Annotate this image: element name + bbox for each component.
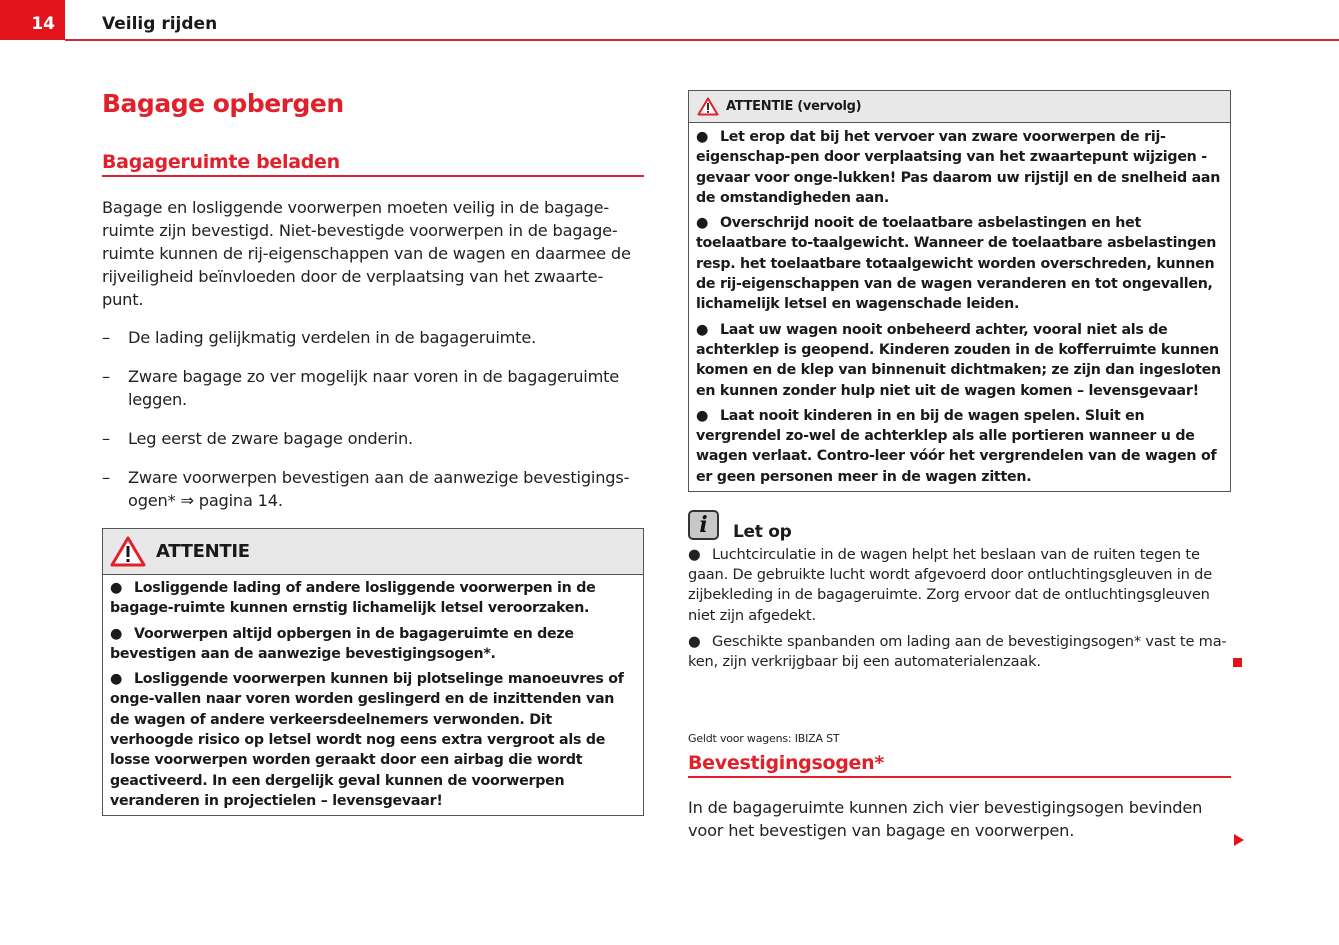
dash-bullet: – bbox=[102, 367, 110, 386]
warning-item: ● Laat nooit kinderen in en bij de wagen spelen. Sluit en vergrendel zo-wel de achterklep als alle portieren wanneer u de wagen verlaat. Contro-leer vóór het vergrendelen van de wagen of er geen personen meer in de wagen zitten. bbox=[696, 407, 1217, 485]
header-divider bbox=[65, 39, 1339, 41]
warning-box bbox=[102, 528, 644, 816]
warning-continued-header bbox=[689, 91, 1230, 123]
note-body bbox=[688, 545, 1231, 672]
intro-line: ruimte zijn bevestigd. Niet-bevestigde voorwerpen in de bagage- bbox=[102, 221, 618, 240]
steps-list bbox=[102, 326, 644, 512]
section-paragraph: In de bagageruimte kunnen zich vier bevestigingsogen bevinden voor het bevestigen van bagage en voorwerpen. bbox=[688, 798, 1203, 841]
warning-title: ATTENTIE bbox=[156, 541, 250, 562]
warning-triangle-icon bbox=[110, 536, 146, 567]
page-reference-link[interactable]: ⇒ pagina 14. bbox=[180, 491, 283, 510]
left-column bbox=[102, 88, 644, 816]
note-header bbox=[688, 510, 1231, 543]
intro-line: ruimte kunnen de rij-eigenschappen van de wagen en daarmee de bbox=[102, 244, 631, 263]
warning-item: ● Laat uw wagen nooit onbeheerd achter, vooral niet als de achterklep is geopend. Kinderen zouden in de kofferruimte kunnen komen en de klep van binnenuit dichtmaken; ze zijn dan ingesloten en kunnen zonder hulp niet uit de wagen komen – levensgevaar! bbox=[696, 321, 1221, 399]
continue-arrow-icon bbox=[1234, 834, 1244, 846]
info-icon: i bbox=[688, 510, 719, 540]
warning-item: ● Voorwerpen altijd opbergen in de bagageruimte en deze bevestigen aan de aanwezige bevestigingsogen*. bbox=[110, 625, 574, 662]
page-number: 14 bbox=[31, 14, 55, 34]
warning-header bbox=[103, 529, 643, 575]
intro-paragraph bbox=[102, 196, 644, 311]
list-item: – Zware voorwerpen bevestigen aan de aanwezige bevestigings-ogen* ⇒ pagina 14. bbox=[102, 468, 630, 510]
dash-bullet: – bbox=[102, 468, 110, 487]
dash-bullet: – bbox=[102, 328, 110, 347]
note-item: ● Luchtcirculatie in de wagen helpt het beslaan van de ruiten tegen te gaan. De gebruikte lucht wordt afgevoerd door ontluchtingsgleuven in de zijbekleding in de bagageruimte. Zorg ervoor dat de ontluchtingsgleuven niet zijn afgedekt. bbox=[688, 546, 1212, 624]
page-number-tab bbox=[0, 0, 65, 40]
list-item: – Zware bagage zo ver mogelijk naar voren in de bagageruimte leggen. bbox=[102, 367, 620, 409]
section-heading: Bagageruimte beladen bbox=[102, 150, 644, 177]
warning-item: ● Losliggende voorwerpen kunnen bij plotselinge manoeuvres of onge-vallen naar voren worden geslingerd en de inzittenden van de wagen of andere verkeersdeelnemers verwonden. Dit verhoogde risico op letsel wordt nog eens extra vergroot als de losse voorwerpen worden geraakt door een airbag die wordt geactiveerd. In een dergelijk geval kunnen de voorwerpen veranderen in projectielen – levensgevaar! bbox=[110, 671, 624, 809]
warning-continued-title: ATTENTIE (vervolg) bbox=[726, 99, 862, 114]
section-heading: Bevestigingsogen* bbox=[688, 751, 1231, 778]
end-square-icon bbox=[1233, 658, 1242, 667]
warning-triangle-icon bbox=[697, 97, 719, 116]
chapter-title: Veilig rijden bbox=[102, 14, 218, 34]
intro-line: punt. bbox=[102, 290, 144, 309]
dash-bullet: – bbox=[102, 429, 110, 448]
warning-item: ● Losliggende lading of andere losliggende voorwerpen in de bagage-ruimte kunnen ernstig lichamelijk letsel veroorzaken. bbox=[110, 580, 596, 617]
applies-to-note: Geldt voor wagens: IBIZA ST bbox=[688, 732, 840, 746]
right-column bbox=[688, 90, 1231, 842]
list-item: – De lading gelijkmatig verdelen in de bagageruimte. bbox=[102, 328, 537, 347]
warning-body bbox=[103, 575, 643, 815]
page-title: Bagage opbergen bbox=[102, 89, 344, 118]
warning-continued-body bbox=[689, 123, 1230, 491]
intro-line: rijveiligheid beïnvloeden door de verplaatsing van het zwaarte- bbox=[102, 267, 604, 286]
warning-item: ● Overschrijd nooit de toelaatbare asbelastingen en het toelaatbare to-taalgewicht. Wanneer de toelaatbare asbelastingen resp. het toelaatbare totaalgewicht worden overschreden, kunnen de rij-eigenschappen van de wagen veranderen en tot ongevallen, lichamelijk letsel en wagenschade leiden. bbox=[696, 215, 1217, 313]
note-item: ● Geschikte spanbanden om lading aan de bevestigingsogen* vast te ma-ken, zijn verkrijgbaar bij een automaterialenzaak. bbox=[688, 632, 1227, 671]
warning-item: ● Let erop dat bij het vervoer van zware voorwerpen de rij-eigenschap-pen door verplaatsing van het zwaartepunt wijzigen - gevaar voor onge-lukken! Pas daarom uw rijstijl en de snelheid aan de omstandigheden aan. bbox=[696, 129, 1221, 206]
list-item: – Leg eerst de zware bagage onderin. bbox=[102, 429, 413, 448]
intro-line: Bagage en losliggende voorwerpen moeten veilig in de bagage- bbox=[102, 198, 610, 217]
warning-continued-box bbox=[688, 90, 1231, 492]
note-title: Let op bbox=[733, 522, 792, 543]
